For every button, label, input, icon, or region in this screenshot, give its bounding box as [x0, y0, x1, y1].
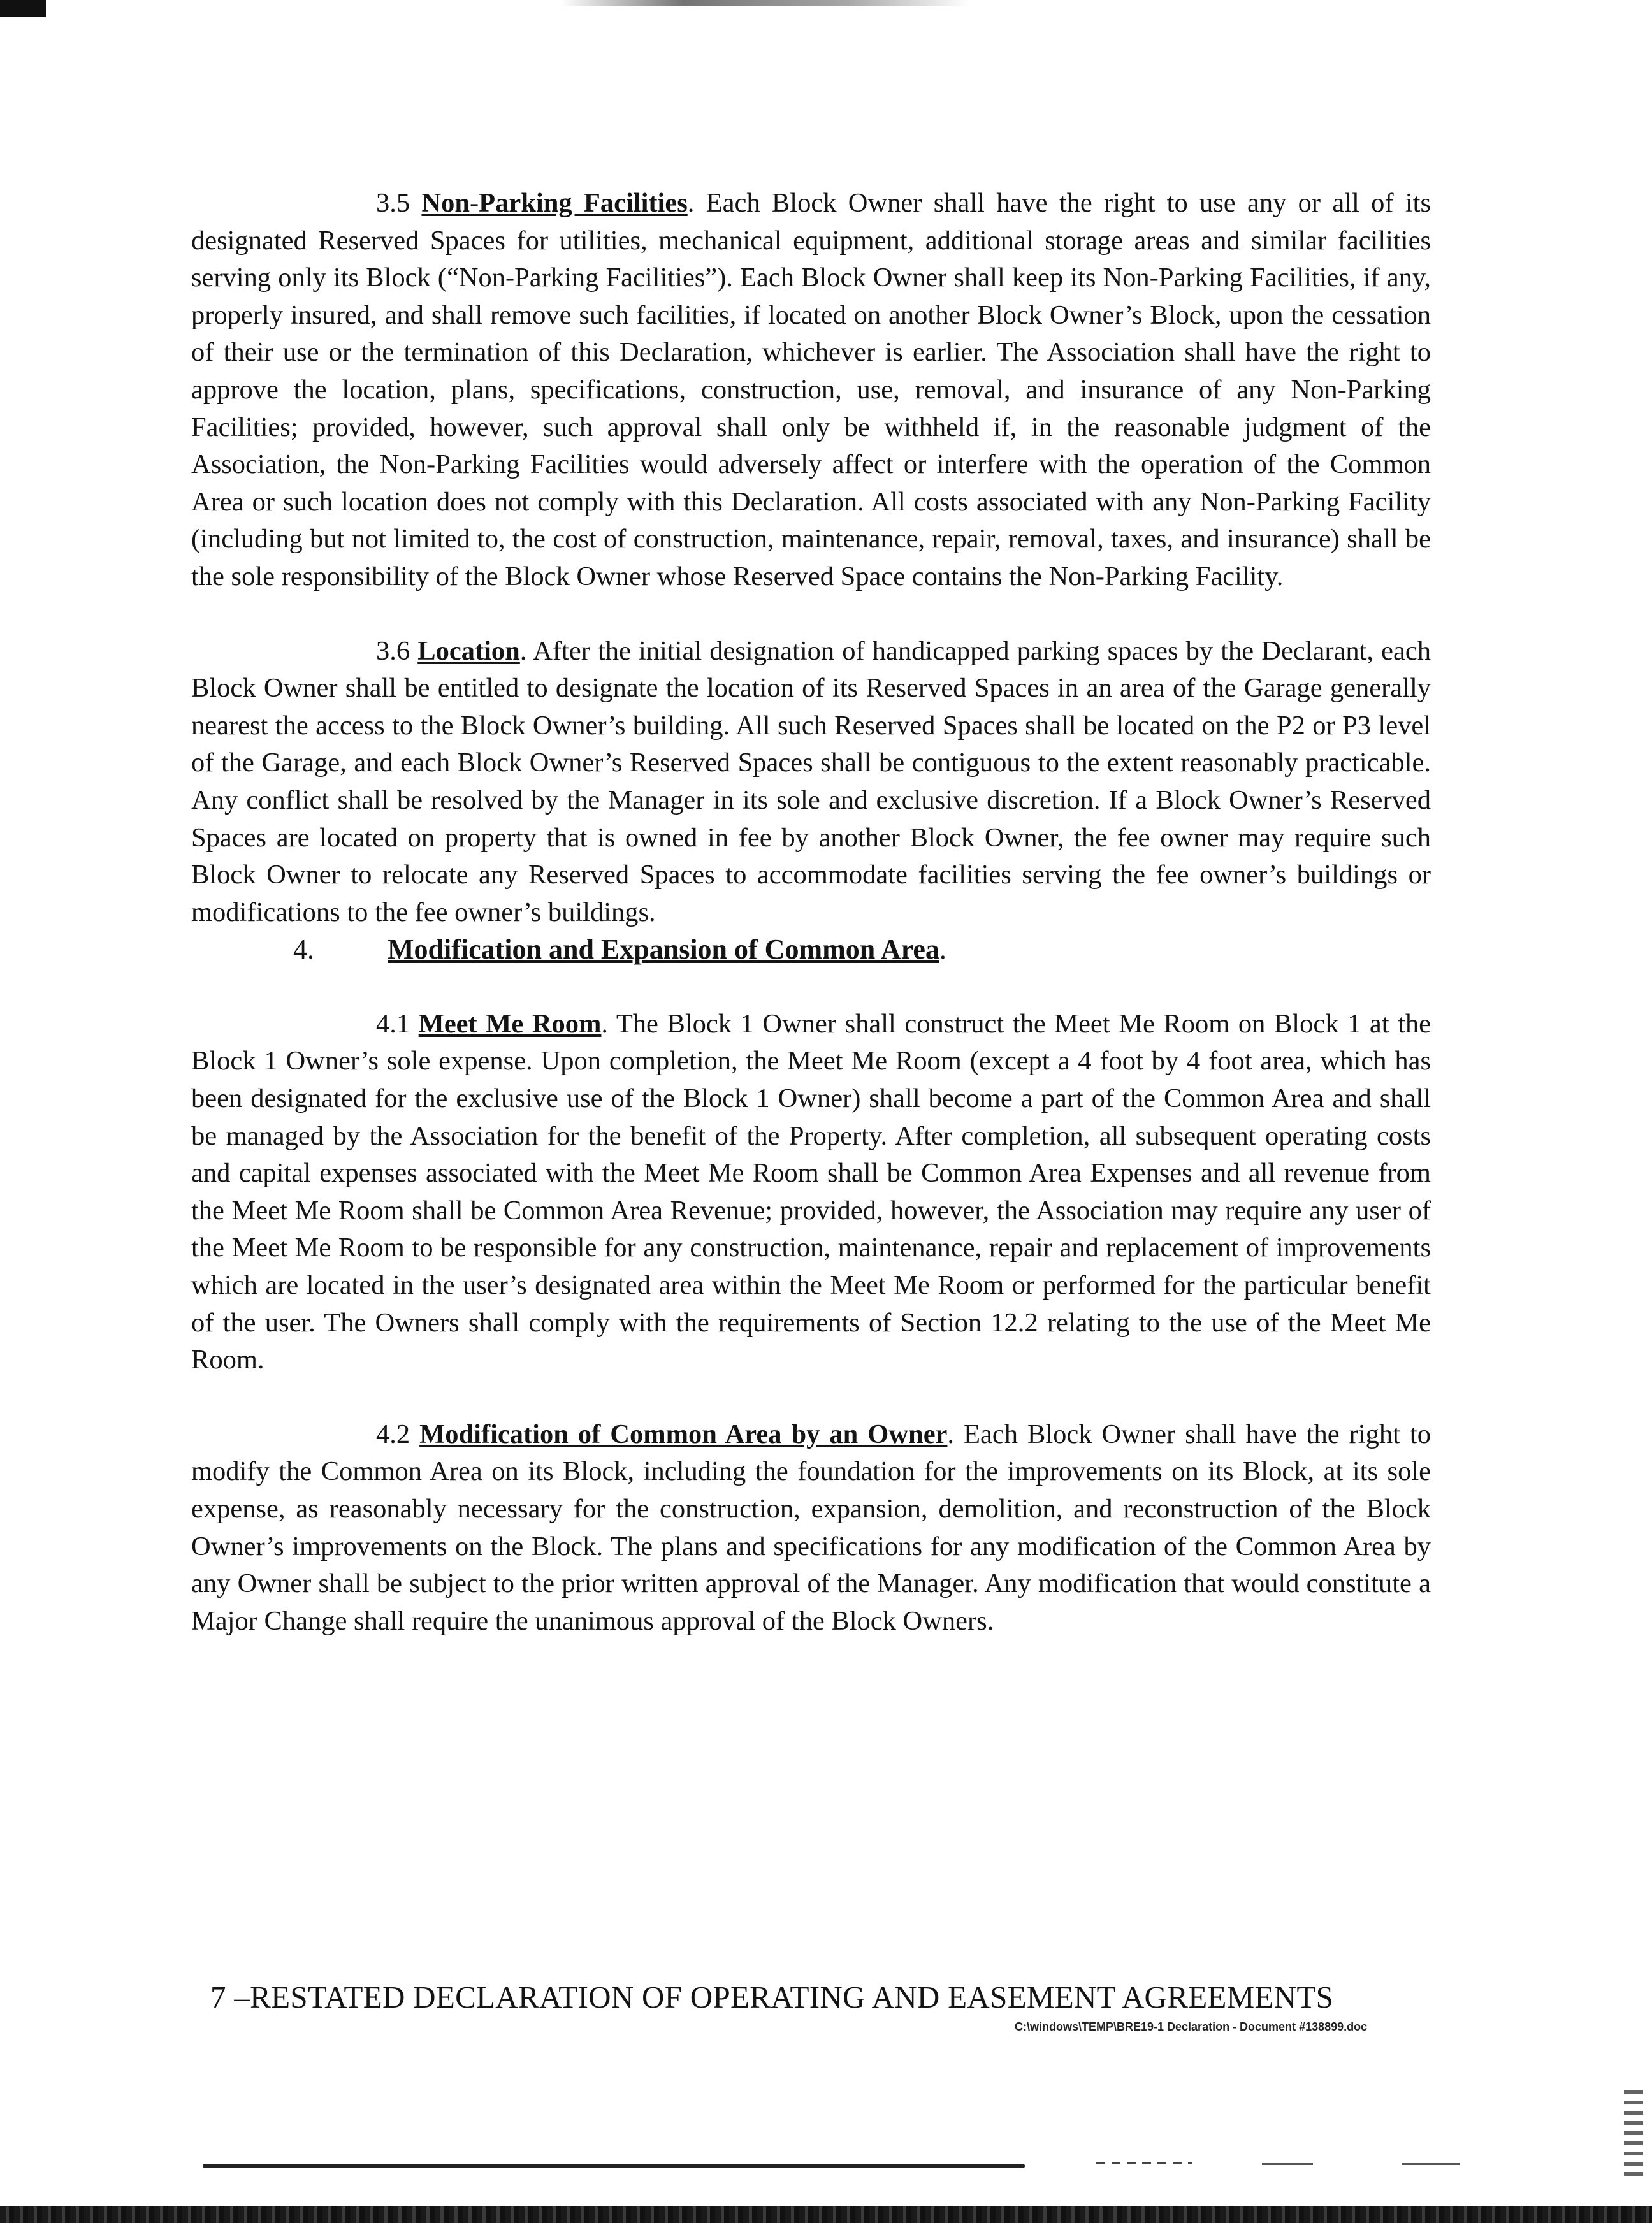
section-number: 3.5 — [376, 188, 410, 218]
footer-file-path: C:\windows\TEMP\BRE19-1 Declaration - Document #138899.doc — [1015, 2020, 1368, 2033]
scan-bottom-edge — [0, 2206, 1652, 2223]
section-4-1 — [191, 1006, 1431, 1379]
scan-dash — [1096, 2162, 1192, 2164]
section-4-heading — [191, 931, 1431, 969]
document-body — [191, 185, 1431, 1640]
section-title: Modification of Common Area by an Owner — [419, 1419, 948, 1449]
heading-title: Modification and Expansion of Common Area — [388, 934, 939, 966]
heading-number: 4. — [293, 934, 314, 966]
section-body: . The Block 1 Owner shall construct the Meet Me Room on Block 1 at the Block 1 Owner’s sole expense. Upon completion, the Meet Me Room (except a 4 foot by 4 foot area, which has been designated for the exclusive use of the Block 1 Owner) shall become a part of the Common Area and shall be managed by the Association for the benefit of the Property. After completion, all subsequent operating costs and capital expenses associated with the Meet Me Room shall be Common Area Expenses and all revenue from the Meet Me Room shall be Common Area Revenue; provided, however, the Association may require any user of the Meet Me Room to be responsible for any construction, maintenance, repair and replacement of improvements which are located in the user’s designated area within the Meet Me Room or performed for the particular benefit of the user. The Owners shall comply with the requirements of Section 12.2 relating to the use of the Meet Me Room. — [191, 1008, 1431, 1375]
section-body: . Each Block Owner shall have the right to modify the Common Area on its Block, including the foundation for the improvements on its Block, at its sole expense, as reasonably necessary for the construction, expansion, demolition, and reconstruction of the Block Owner’s improvements on the Block. The plans and specifications for any modification of the Common Area by any Owner shall be subject to the prior written approval of the Manager. Any modification that would constitute a Major Change shall require the unanimous approval of the Block Owners. — [191, 1419, 1431, 1636]
scan-edge-mark — [0, 0, 46, 17]
footer-rule — [203, 2164, 1025, 2168]
scan-dash — [1262, 2163, 1313, 2165]
section-title: Non-Parking Facilities — [421, 188, 688, 218]
scan-noise — [1624, 2090, 1643, 2180]
section-3-5 — [191, 185, 1431, 596]
section-title: Location — [417, 635, 520, 666]
scan-dash — [1402, 2163, 1460, 2165]
scan-smudge — [561, 0, 969, 6]
section-title: Meet Me Room — [418, 1008, 602, 1039]
section-body: . Each Block Owner shall have the right to use any or all of its designated Reserved Spaces for utilities, mechanical equipment, additional storage areas and similar facilities serving only its Block (“Non-Parking Facilities”). Each Block Owner shall keep its Non-Parking Facilities, if any, properly insured, and shall remove such facilities, if located on another Block Owner’s Block, upon the cessation of their use or the termination of this Declaration, whichever is earlier. The Association shall have the right to approve the location, plans, specifications, construction, use, removal, and insurance of any Non-Parking Facilities; provided, however, such approval shall only be withheld if, in the reasonable judgment of the Association, the Non-Parking Facilities would adversely affect or interfere with the operation of the Common Area or such location does not comply with this Declaration. All costs associated with any Non-Parking Facility (including but not limited to, the cost of construction, maintenance, repair, removal, taxes, and insurance) shall be the sole responsibility of the Block Owner whose Reserved Space contains the Non-Parking Facility. — [191, 188, 1431, 591]
section-4-2 — [191, 1416, 1431, 1640]
section-number: 4.2 — [376, 1419, 410, 1449]
heading-suffix: . — [939, 934, 946, 966]
section-3-6 — [191, 633, 1431, 932]
section-body: . After the initial designation of handicapped parking spaces by the Declarant, each Block Owner shall be entitled to designate the location of its Reserved Spaces in an area of the Garage generally nearest the access to the Block Owner’s building. All such Reserved Spaces shall be located on the P2 or P3 level of the Garage, and each Block Owner’s Reserved Spaces shall be contiguous to the extent reasonably practicable. Any conflict shall be resolved by the Manager in its sole and exclusive discretion. If a Block Owner’s Reserved Spaces are located on property that is owned in fee by another Block Owner, the fee owner may require such Block Owner to relocate any Reserved Spaces to accommodate facilities serving the fee owner’s buildings or modifications to the fee owner’s buildings. — [191, 635, 1431, 927]
section-number: 3.6 — [376, 635, 410, 666]
footer-title: 7 –RESTATED DECLARATION OF OPERATING AND EASEMENT AGREEMENTS — [210, 1980, 1334, 2015]
section-number: 4.1 — [376, 1008, 410, 1039]
